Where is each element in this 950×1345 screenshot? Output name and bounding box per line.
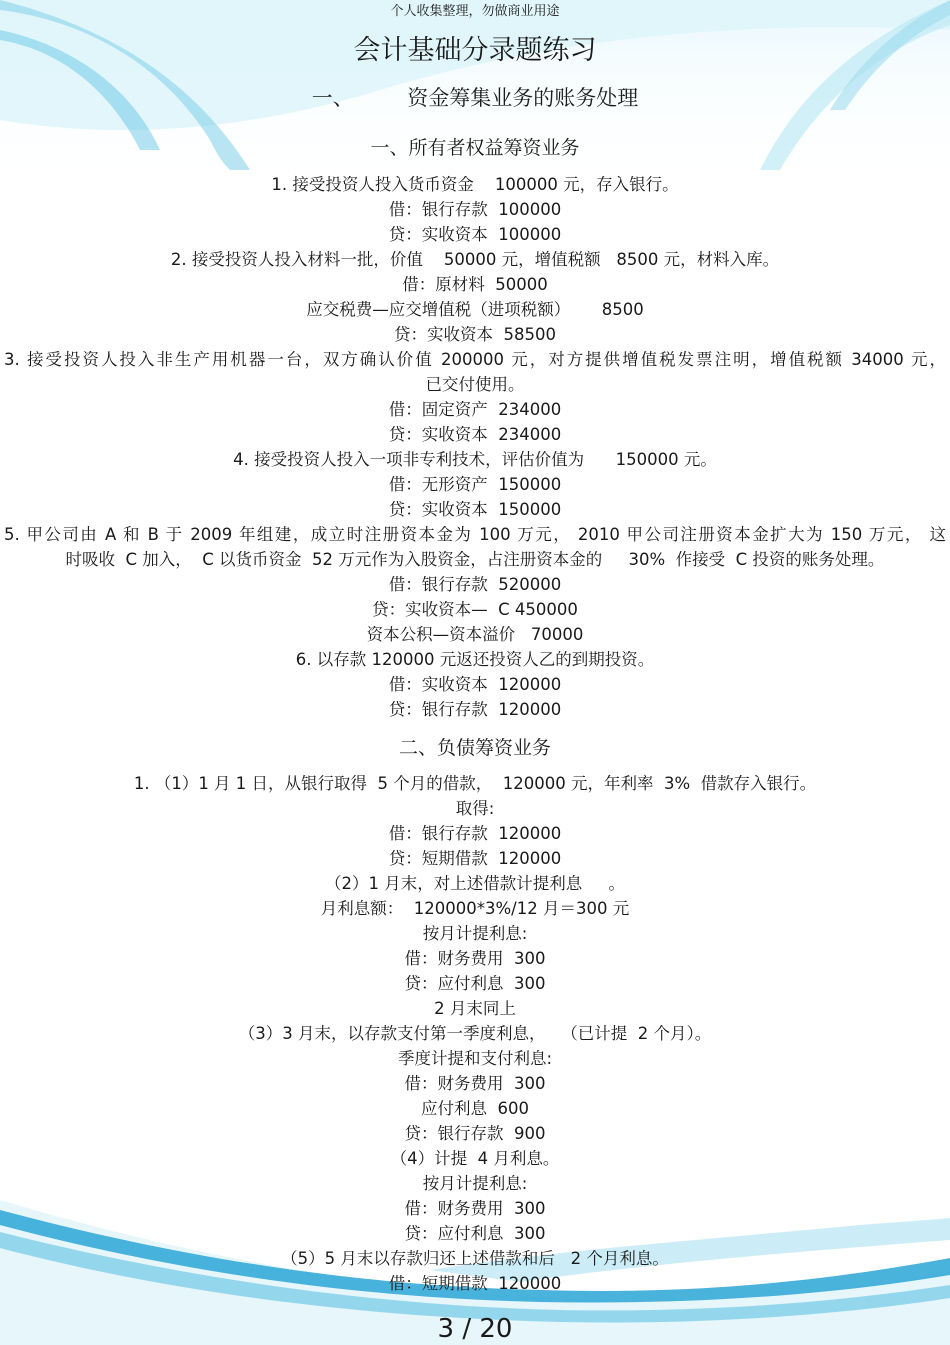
entry-line: 借：银行存款 120000: [388, 824, 562, 843]
entry-line: 贷：短期借款 120000: [388, 849, 562, 868]
entry-line: 借：原材料 50000: [402, 275, 548, 294]
entry-line: 1. 接受投资人投入货币资金 100000 元，存入银行。: [271, 175, 679, 194]
entry-line: 资本公积—资本溢价 70000: [366, 625, 584, 644]
entry-line: 贷：银行存款 120000: [388, 700, 562, 719]
entry-line: （3）3 月末，以存款支付第一季度利息， （已计提 2 个月）。: [238, 1024, 712, 1043]
entry-line: 季度计提和支付利息:: [397, 1049, 553, 1068]
entry-line: 按月计提利息:: [422, 1174, 528, 1193]
entry-line: （5）5 月末以存款归还上述借款和后 2 个月利息。: [281, 1249, 669, 1268]
entry-line: 贷：应付利息 300: [404, 974, 546, 993]
section-heading-liability: 二、负债筹资业务: [398, 737, 551, 759]
entry-line: 1. （1）1 月 1 日，从银行取得 5 个月的借款， 120000 元，年利率 3% 借款存入银行。: [133, 774, 817, 793]
entry-line: 5. 甲公司由 A 和 B 于 2009 年组建，成立时注册资本金为 100 万元， 2010 甲公司注册资本金扩大为 150 万元， 这: [4, 525, 946, 544]
entry-line: 3. 接受投资人投入非生产用机器一台，双方确认价值 200000 元，对方提供增值税发票注明，增值税额 34000 元，: [4, 350, 946, 369]
entry-line: 借：短期借款 120000: [388, 1274, 562, 1293]
entry-line: 按月计提利息:: [422, 924, 528, 943]
entry-line: 贷：实收资本 150000: [388, 500, 562, 519]
document-title: 会计基础分录题练习: [353, 35, 597, 66]
entry-line: 借：银行存款 100000: [388, 200, 562, 219]
entry-line: 借：无形资产 150000: [388, 475, 562, 494]
entry-line: 贷：实收资本 58500: [394, 325, 556, 344]
entry-line: 贷：应付利息 300: [404, 1224, 546, 1243]
entry-line: 2 月末同上: [434, 999, 516, 1018]
entry-line: 2. 接受投资人投入材料一批，价值 50000 元，增值税额 8500 元，材料入库。: [170, 250, 780, 269]
entry-line: 借：财务费用 300: [404, 1074, 546, 1093]
entry-line: 借：实收资本 120000: [388, 675, 562, 694]
entry-line: 贷：实收资本 234000: [388, 425, 562, 444]
entry-line: （4）计提 4 月利息。: [390, 1149, 560, 1168]
entry-line: 借：财务费用 300: [404, 1199, 546, 1218]
entry-line: 取得:: [455, 799, 495, 818]
entry-line: 借：银行存款 520000: [388, 575, 562, 594]
entry-line: 已交付使用。: [425, 375, 525, 394]
entry-line: （2）1 月末，对上述借款计提利息 。: [325, 874, 625, 893]
chapter-heading: 一、 资金筹集业务的账务处理: [311, 86, 639, 110]
entry-line: 借：财务费用 300: [404, 949, 546, 968]
entry-line: 贷：实收资本— C 450000: [372, 600, 578, 619]
entry-line: 贷：实收资本 100000: [388, 225, 562, 244]
header-note: 个人收集整理，勿做商业用途: [390, 4, 560, 19]
page-number: 3 / 20: [437, 1314, 513, 1344]
entry-line: 月利息额： 120000*3%/12 月＝300 元: [320, 899, 630, 918]
section-heading-equity: 一、所有者权益筹资业务: [370, 137, 580, 159]
entry-line: 应付利息 600: [421, 1099, 529, 1118]
entry-line: 4. 接受投资人投入一项非专利技术，评估价值为 150000 元。: [233, 450, 717, 469]
entry-line: 贷：银行存款 900: [404, 1124, 546, 1143]
entry-line: 时吸收 C 加入， C 以货币资金 52 万元作为入股资金，占注册资本金的 30% 作接受 C 投资的账务处理。: [65, 550, 885, 569]
entry-line: 6. 以存款 120000 元返还投资人乙的到期投资。: [295, 650, 655, 669]
entry-line: 借：固定资产 234000: [388, 400, 562, 419]
entry-line: 应交税费—应交增值税（进项税额） 8500: [306, 300, 644, 319]
